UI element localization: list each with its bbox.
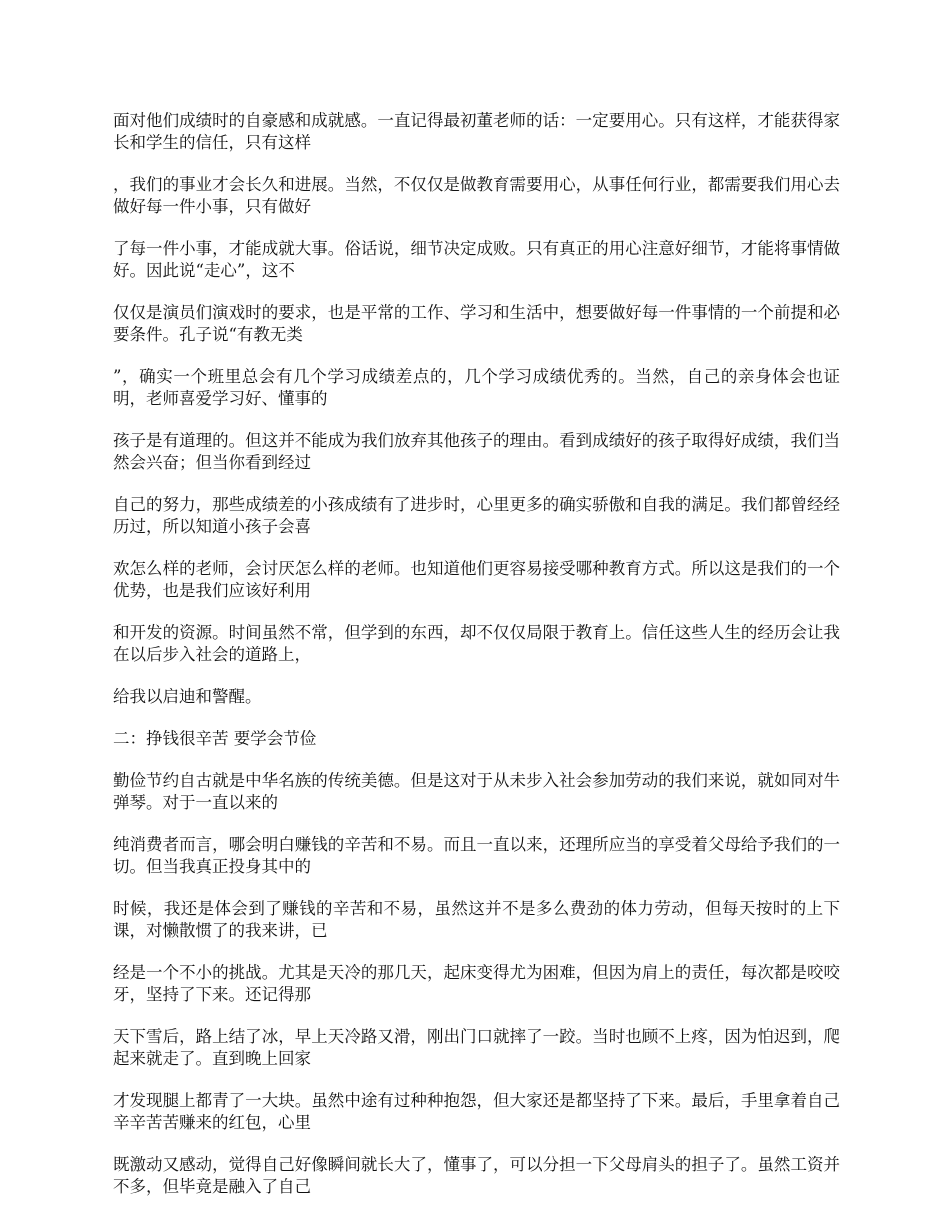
- paragraph: 欢怎么样的老师，会讨厌怎么样的老师。也知道他们更容易接受哪种教育方式。所以这是我们的一个优势，也是我们应该好利用: [113, 559, 840, 600]
- paragraph: 孩子是有道理的。但这并不能成为我们放弃其他孩子的理由。看到成绩好的孩子取得好成绩，我们当然会兴奋；但当你看到经过: [113, 431, 840, 472]
- paragraph: 时候，我还是体会到了赚钱的辛苦和不易，虽然这并不是多么费劲的体力劳动，但每天按时的上下课，对懒散惯了的我来讲，已: [113, 899, 840, 940]
- paragraph: 勤俭节约自古就是中华名族的传统美德。但是这对于从未步入社会参加劳动的我们来说，就如同对牛弹琴。对于一直以来的: [113, 771, 840, 812]
- paragraph: 给我以启迪和警醒。: [113, 687, 262, 706]
- paragraph: ，我们的事业才会长久和进展。当然，不仅仅是做教育需要用心，从事任何行业，都需要我们用心去做好每一件小事，只有做好: [113, 175, 840, 216]
- paragraph: 自己的努力，那些成绩差的小孩成绩有了进步时，心里更多的确实骄傲和自我的满足。我们都曾经经历过，所以知道小孩子会喜: [113, 495, 840, 536]
- paragraph: 天下雪后，路上结了冰，早上天冷路又滑，刚出门口就摔了一跤。当时也顾不上疼，因为怕迟到，爬起来就走了。直到晚上回家: [113, 1027, 840, 1068]
- paragraph: 仅仅是演员们演戏时的要求，也是平常的工作、学习和生活中，想要做好每一件事情的一个前提和必要条件。孔子说“有教无类: [113, 303, 840, 344]
- paragraph: 和开发的资源。时间虽然不常，但学到的东西，却不仅仅局限于教育上。信任这些人生的经历会让我在以后步入社会的道路上，: [113, 623, 840, 664]
- section-heading: 二：挣钱很辛苦 要学会节俭: [113, 729, 317, 748]
- paragraph: ”，确实一个班里总会有几个学习成绩差点的，几个学习成绩优秀的。当然，自己的亲身体会也证明，老师喜爱学习好、懂事的: [113, 367, 840, 408]
- paragraph: 既激动又感动，觉得自己好像瞬间就长大了，懂事了，可以分担一下父母肩头的担子了。虽然工资并不多，但毕竟是融入了自己: [113, 1155, 840, 1196]
- document-body: [113, 110, 840, 1218]
- paragraph: 面对他们成绩时的自豪感和成就感。一直记得最初董老师的话：一定要用心。只有这样，才能获得家长和学生的信任，只有这样: [113, 111, 840, 152]
- paragraph: 纯消费者而言，哪会明白赚钱的辛苦和不易。而且一直以来，还理所应当的享受着父母给予我们的一切。但当我真正投身其中的: [113, 835, 840, 876]
- paragraph: 了每一件小事，才能成就大事。俗话说，细节决定成败。只有真正的用心注意好细节，才能将事情做好。因此说“走心”，这不: [113, 239, 840, 280]
- paragraph: 经是一个不小的挑战。尤其是天冷的那几天，起床变得尤为困难，但因为肩上的责任，每次都是咬咬牙，坚持了下来。还记得那: [113, 963, 840, 1004]
- paragraph: 才发现腿上都青了一大块。虽然中途有过种种抱怨，但大家还是都坚持了下来。最后，手里拿着自己辛辛苦苦赚来的红包，心里: [113, 1091, 840, 1132]
